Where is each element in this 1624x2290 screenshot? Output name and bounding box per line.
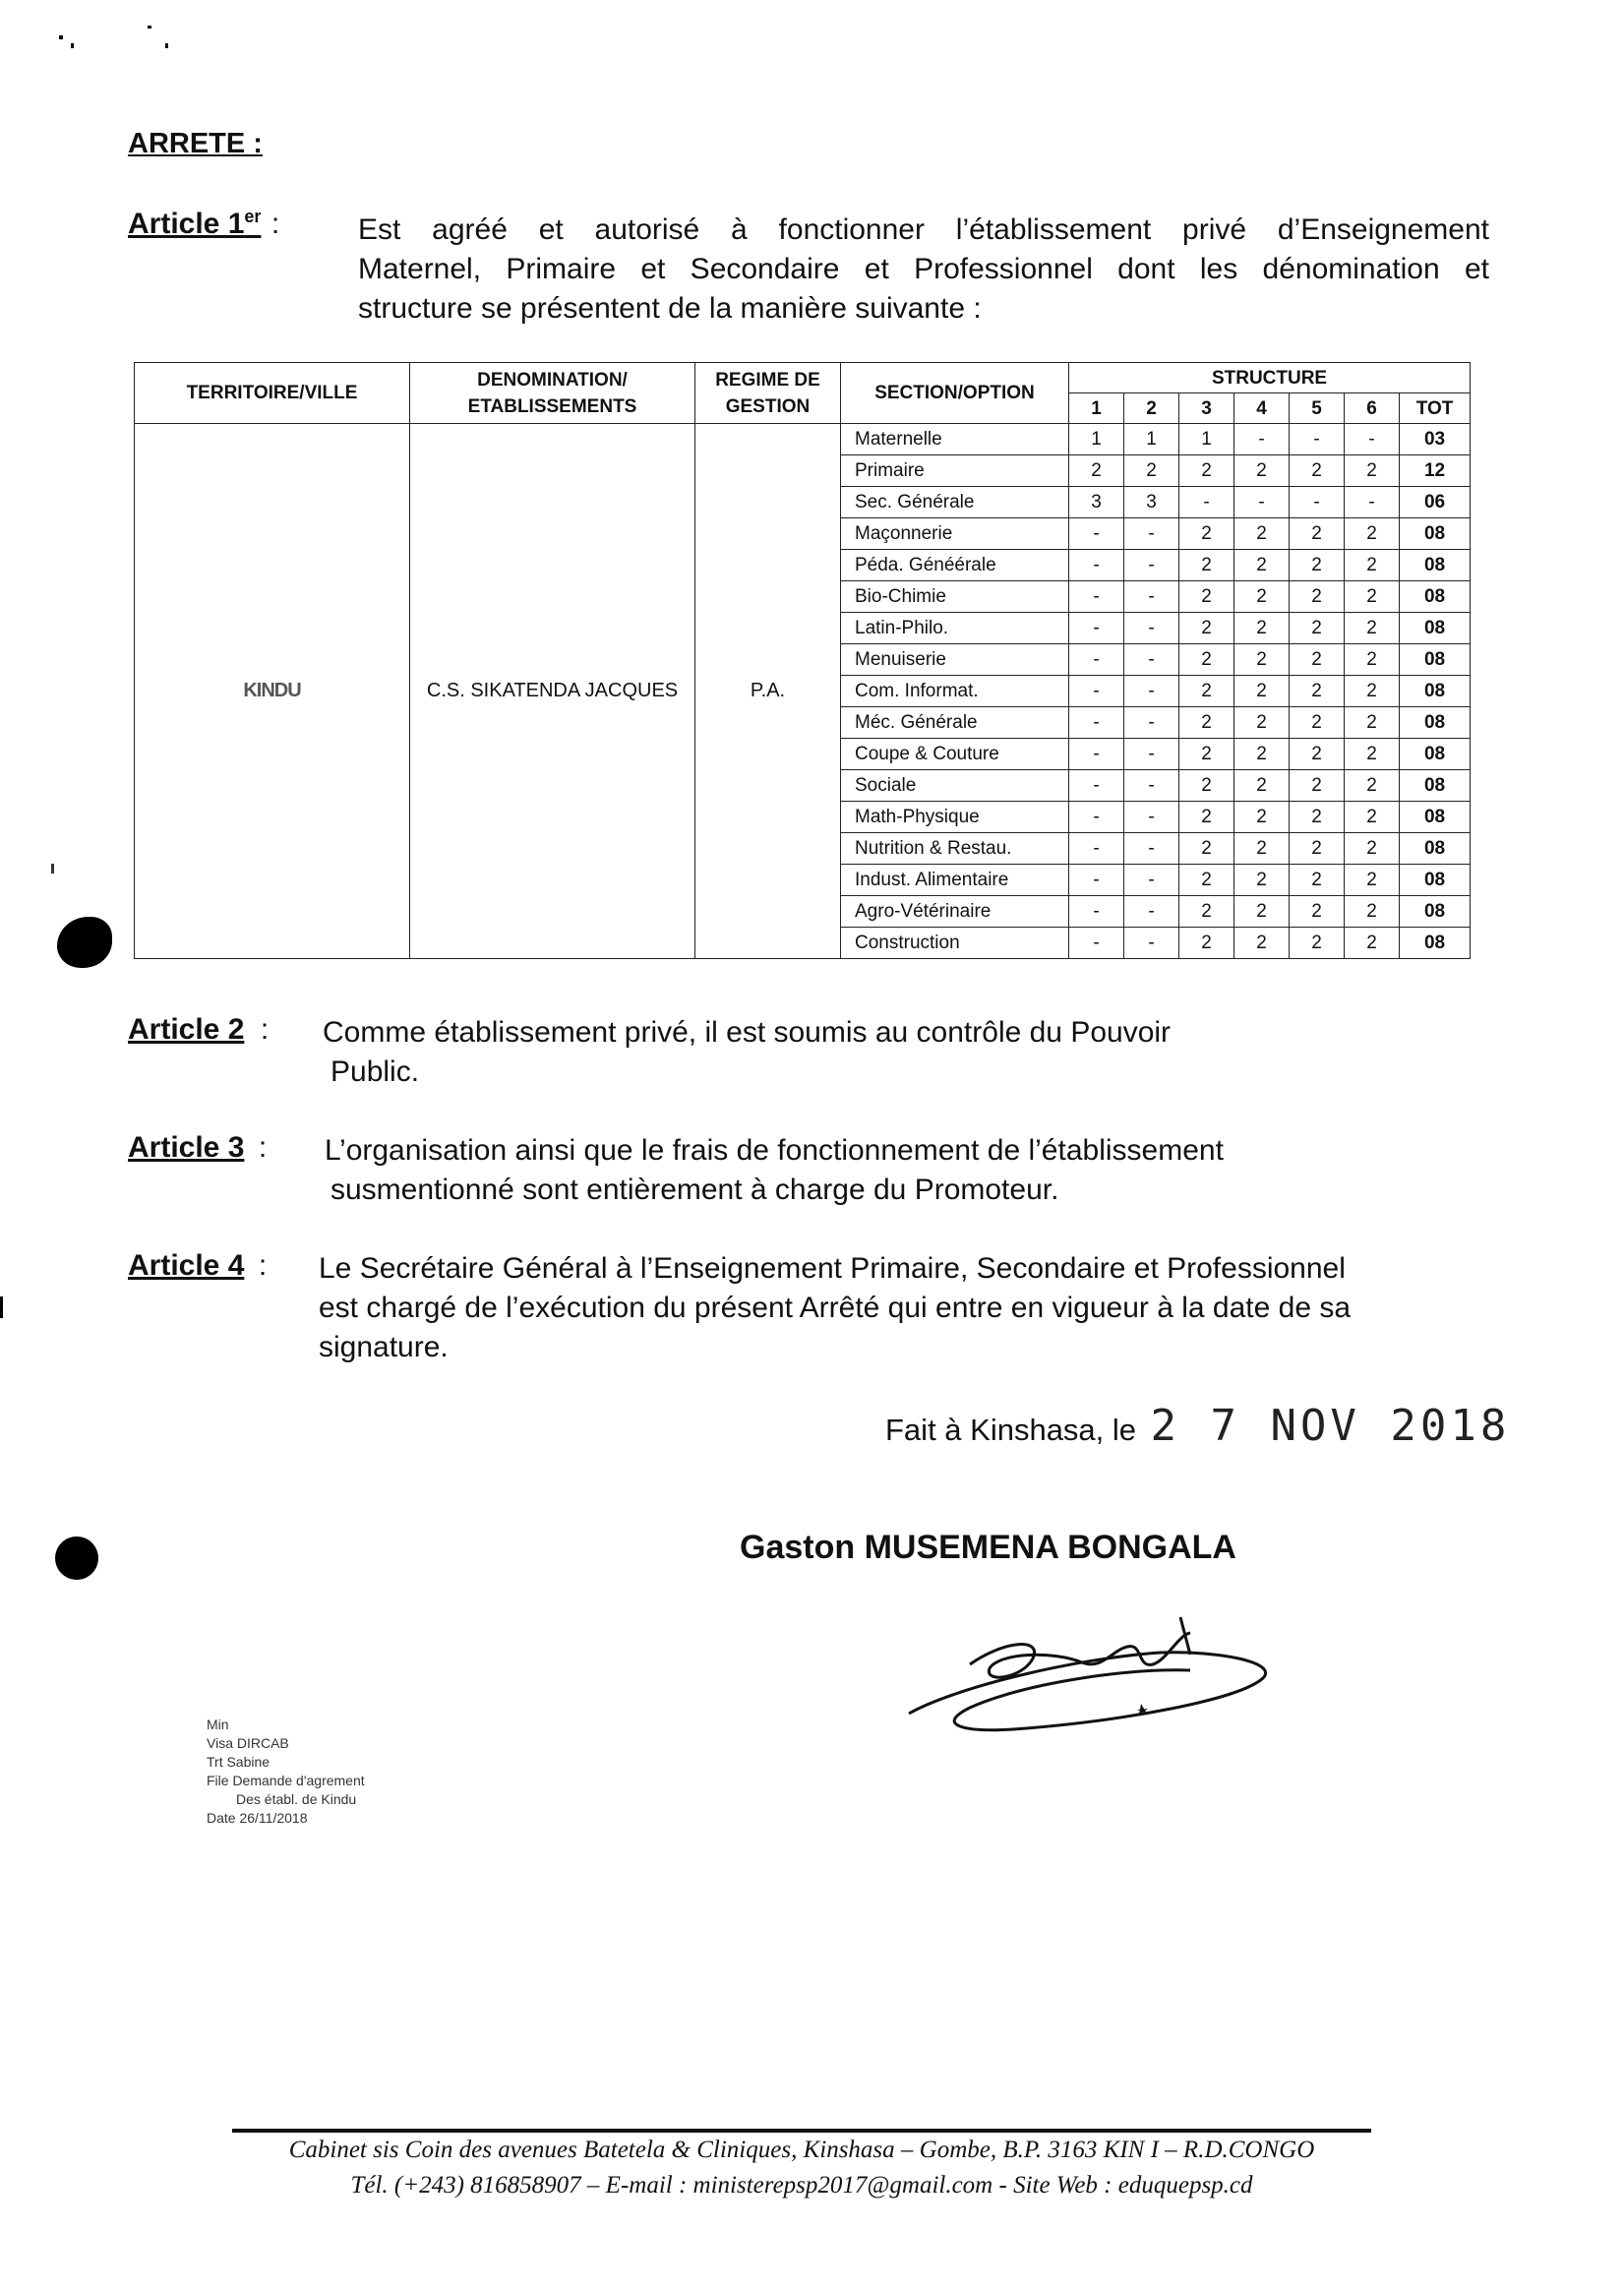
cell-regime: P.A.: [695, 424, 841, 959]
footer-contact: Tél. (+243) 816858907 – E-mail : ministerepsp2017@gmail.com - Site Web : eduquepsp.cd: [350, 2172, 1253, 2199]
header-regime-line: GESTION: [725, 395, 811, 417]
cell-section: Construction: [841, 928, 1069, 959]
cell-year-5: -: [1290, 424, 1345, 455]
article-2-line: Public.: [331, 1055, 420, 1088]
cell-year-2: -: [1124, 644, 1179, 676]
cell-year-6: 2: [1345, 770, 1400, 802]
header-col: 5: [1290, 393, 1345, 424]
cell-year-5: 2: [1290, 581, 1345, 613]
cell-year-6: 2: [1345, 550, 1400, 581]
cell-year-6: -: [1345, 424, 1400, 455]
cell-total: 08: [1400, 739, 1471, 770]
header-section: SECTION/OPTION: [841, 363, 1069, 424]
cell-year-5: 2: [1290, 865, 1345, 896]
cell-year-1: -: [1069, 581, 1124, 613]
header-col: 6: [1345, 393, 1400, 424]
initials-block: [207, 1716, 365, 1828]
article-4-text: [319, 1249, 1479, 1367]
cell-year-4: 2: [1234, 455, 1290, 487]
cell-year-2: -: [1124, 928, 1179, 959]
article-2-line: Comme établissement privé, il est soumis au contrôle du Pouvoir: [323, 1016, 1172, 1049]
cell-year-3: 2: [1179, 865, 1234, 896]
header-col: 3: [1179, 393, 1234, 424]
cell-year-3: 2: [1179, 770, 1234, 802]
scan-speck: [0, 1296, 3, 1318]
cell-year-4: 2: [1234, 865, 1290, 896]
cell-total: 08: [1400, 518, 1471, 550]
cell-year-1: -: [1069, 707, 1124, 739]
header-structure: STRUCTURE: [1069, 363, 1471, 393]
article-3-text: [325, 1131, 1224, 1210]
cell-year-6: 2: [1345, 802, 1400, 833]
cell-section: Maternelle: [841, 424, 1069, 455]
cell-year-5: 2: [1290, 928, 1345, 959]
cell-year-6: -: [1345, 487, 1400, 518]
article-1-text: [358, 211, 1489, 329]
cell-total: 08: [1400, 550, 1471, 581]
header-denomination-line: DENOMINATION/: [477, 369, 628, 391]
article-3-colon: :: [258, 1131, 268, 1164]
cell-year-4: 2: [1234, 833, 1290, 865]
cell-year-3: 2: [1179, 739, 1234, 770]
cell-etablissement: C.S. SIKATENDA JACQUES: [410, 424, 695, 959]
header-territoire: TERRITOIRE/VILLE: [135, 363, 410, 424]
cell-year-1: -: [1069, 833, 1124, 865]
cell-year-3: 2: [1179, 518, 1234, 550]
cell-year-5: 2: [1290, 707, 1345, 739]
cell-territoire: [135, 424, 410, 959]
cell-year-1: -: [1069, 550, 1124, 581]
scan-speck: [148, 26, 151, 29]
cell-year-1: -: [1069, 896, 1124, 928]
cell-year-4: 2: [1234, 518, 1290, 550]
cell-year-1: 1: [1069, 424, 1124, 455]
date-stamp: 2 7 NOV 2018: [1150, 1401, 1511, 1451]
header-col: 4: [1234, 393, 1290, 424]
article-3: [128, 1131, 267, 1165]
cell-year-3: 1: [1179, 424, 1234, 455]
cell-year-3: -: [1179, 487, 1234, 518]
cell-year-3: 2: [1179, 896, 1234, 928]
cell-total: 08: [1400, 928, 1471, 959]
header-col-tot: TOT: [1400, 393, 1471, 424]
cell-year-3: 2: [1179, 455, 1234, 487]
header-col: 2: [1124, 393, 1179, 424]
cell-year-3: 2: [1179, 550, 1234, 581]
cell-year-1: -: [1069, 518, 1124, 550]
cell-total: 08: [1400, 865, 1471, 896]
header-denomination-line: ETABLISSEMENTS: [467, 395, 637, 417]
article-1-colon: :: [271, 208, 280, 240]
cell-year-5: 2: [1290, 644, 1345, 676]
article-2-colon: :: [260, 1013, 270, 1046]
footer-divider: [232, 2129, 1371, 2133]
cell-year-4: 2: [1234, 613, 1290, 644]
scan-speck: [165, 43, 168, 48]
initials-date: Date 26/11/2018: [207, 1810, 308, 1826]
cell-year-4: 2: [1234, 896, 1290, 928]
cell-total: 08: [1400, 896, 1471, 928]
cell-section: Maçonnerie: [841, 518, 1069, 550]
cell-year-1: -: [1069, 928, 1124, 959]
cell-section: Coupe & Couture: [841, 739, 1069, 770]
cell-year-5: 2: [1290, 613, 1345, 644]
cell-year-2: -: [1124, 550, 1179, 581]
cell-year-1: -: [1069, 865, 1124, 896]
cell-year-1: -: [1069, 739, 1124, 770]
article-4-label: Article 4: [128, 1249, 245, 1282]
cell-year-6: 2: [1345, 833, 1400, 865]
cell-section: Bio-Chimie: [841, 581, 1069, 613]
cell-year-2: -: [1124, 581, 1179, 613]
place-date: [885, 1401, 1510, 1451]
article-1-line: Maternel, Primaire et Secondaire et Professionnel dont les dénomination et: [358, 253, 1489, 285]
cell-year-5: 2: [1290, 802, 1345, 833]
cell-total: 08: [1400, 802, 1471, 833]
cell-year-2: -: [1124, 676, 1179, 707]
cell-section: Agro-Vétérinaire: [841, 896, 1069, 928]
article-4-colon: :: [258, 1249, 268, 1282]
cell-section: Méc. Générale: [841, 707, 1069, 739]
initials-min: Min: [207, 1717, 229, 1732]
page-heading: ARRETE :: [128, 128, 263, 159]
signatory-name: Gaston MUSEMENA BONGALA: [740, 1529, 1236, 1566]
cell-year-5: -: [1290, 487, 1345, 518]
cell-section: Indust. Alimentaire: [841, 865, 1069, 896]
cell-year-2: -: [1124, 865, 1179, 896]
cell-year-6: 2: [1345, 739, 1400, 770]
cell-section: Sociale: [841, 770, 1069, 802]
cell-year-2: -: [1124, 739, 1179, 770]
table-row: [135, 424, 1471, 455]
cell-year-6: 2: [1345, 455, 1400, 487]
cell-year-3: 2: [1179, 676, 1234, 707]
header-col: 1: [1069, 393, 1124, 424]
cell-year-3: 2: [1179, 928, 1234, 959]
cell-total: 08: [1400, 581, 1471, 613]
cell-total: 06: [1400, 487, 1471, 518]
initials-file: File Demande d'agrement: [207, 1773, 365, 1788]
cell-year-1: 3: [1069, 487, 1124, 518]
cell-year-4: 2: [1234, 928, 1290, 959]
place-date-prefix: Fait à Kinshasa, le: [885, 1413, 1137, 1447]
cell-total: 08: [1400, 644, 1471, 676]
header-regime-line: REGIME DE: [715, 369, 820, 391]
cell-year-4: 2: [1234, 739, 1290, 770]
cell-year-6: 2: [1345, 928, 1400, 959]
cell-year-1: -: [1069, 644, 1124, 676]
cell-year-4: 2: [1234, 644, 1290, 676]
cell-year-5: 2: [1290, 518, 1345, 550]
cell-year-2: -: [1124, 770, 1179, 802]
cell-total: 08: [1400, 833, 1471, 865]
cell-total: 12: [1400, 455, 1471, 487]
cell-year-3: 2: [1179, 833, 1234, 865]
cell-section: Latin-Philo.: [841, 613, 1069, 644]
article-2: [128, 1013, 269, 1047]
cell-total: 08: [1400, 707, 1471, 739]
article-3-line: L’organisation ainsi que le frais de fonctionnement de l’établissement: [325, 1134, 1224, 1167]
cell-year-5: 2: [1290, 739, 1345, 770]
cell-year-3: 2: [1179, 613, 1234, 644]
cell-year-3: 2: [1179, 802, 1234, 833]
cell-year-2: -: [1124, 518, 1179, 550]
cell-year-4: 2: [1234, 581, 1290, 613]
cell-year-2: 2: [1124, 455, 1179, 487]
article-1-label: Article 1er: [128, 207, 262, 240]
article-4-line: signature.: [319, 1331, 449, 1363]
cell-year-5: 2: [1290, 896, 1345, 928]
cell-section: Menuiserie: [841, 644, 1069, 676]
cell-year-6: 2: [1345, 613, 1400, 644]
cell-year-1: -: [1069, 613, 1124, 644]
cell-year-3: 2: [1179, 581, 1234, 613]
article-1: [128, 207, 279, 241]
cell-year-1: -: [1069, 802, 1124, 833]
cell-year-5: 2: [1290, 676, 1345, 707]
article-3-label: Article 3: [128, 1131, 245, 1164]
punch-hole: [55, 1537, 98, 1580]
cell-year-3: 2: [1179, 644, 1234, 676]
cell-year-6: 2: [1345, 644, 1400, 676]
cell-total: 08: [1400, 613, 1471, 644]
scan-speck: [51, 864, 54, 874]
cell-section: Nutrition & Restau.: [841, 833, 1069, 865]
cell-year-5: 2: [1290, 770, 1345, 802]
article-1-sup: er: [244, 207, 262, 226]
cell-year-1: 2: [1069, 455, 1124, 487]
scan-speck: [59, 35, 63, 39]
territoire-value: KINDU: [243, 680, 301, 701]
initials-file-2: Des établ. de Kindu: [236, 1791, 357, 1807]
cell-year-6: 2: [1345, 896, 1400, 928]
article-3-line: susmentionné sont entièrement à charge du Promoteur.: [331, 1174, 1059, 1206]
cell-year-2: -: [1124, 833, 1179, 865]
cell-year-4: -: [1234, 487, 1290, 518]
table-body: [135, 424, 1471, 959]
cell-section: Sec. Générale: [841, 487, 1069, 518]
cell-section: Primaire: [841, 455, 1069, 487]
cell-year-2: 1: [1124, 424, 1179, 455]
structure-table: [134, 362, 1471, 959]
cell-year-1: -: [1069, 770, 1124, 802]
cell-year-2: -: [1124, 707, 1179, 739]
cell-section: Com. Informat.: [841, 676, 1069, 707]
article-4-line: est chargé de l’exécution du présent Arrêté qui entre en vigueur à la date de sa: [319, 1292, 1352, 1324]
cell-year-4: -: [1234, 424, 1290, 455]
initials-visa: Visa DIRCAB: [207, 1735, 289, 1751]
cell-section: Péda. Généérale: [841, 550, 1069, 581]
cell-year-6: 2: [1345, 865, 1400, 896]
cell-year-2: -: [1124, 896, 1179, 928]
cell-section: Math-Physique: [841, 802, 1069, 833]
article-2-text: [323, 1013, 1171, 1092]
cell-year-4: 2: [1234, 707, 1290, 739]
cell-year-6: 2: [1345, 518, 1400, 550]
cell-year-5: 2: [1290, 833, 1345, 865]
cell-year-2: -: [1124, 613, 1179, 644]
cell-year-6: 2: [1345, 581, 1400, 613]
cell-year-6: 2: [1345, 707, 1400, 739]
cell-year-4: 2: [1234, 770, 1290, 802]
article-1-line: Est agréé et autorisé à fonctionner l’établissement privé d’Enseignement: [358, 213, 1489, 246]
cell-year-5: 2: [1290, 550, 1345, 581]
cell-total: 08: [1400, 676, 1471, 707]
cell-total: 03: [1400, 424, 1471, 455]
cell-year-4: 2: [1234, 676, 1290, 707]
header-regime: [695, 363, 841, 424]
cell-year-1: -: [1069, 676, 1124, 707]
signature-image: [895, 1594, 1289, 1741]
footer-address: Cabinet sis Coin des avenues Batetela & Cliniques, Kinshasa – Gombe, B.P. 3163 KIN I – R.D.CONGO: [288, 2137, 1315, 2163]
cell-year-6: 2: [1345, 676, 1400, 707]
article-1-line: structure se présentent de la manière suivante :: [358, 292, 982, 325]
cell-total: 08: [1400, 770, 1471, 802]
article-2-label: Article 2: [128, 1013, 245, 1046]
cell-year-4: 2: [1234, 550, 1290, 581]
cell-year-4: 2: [1234, 802, 1290, 833]
punch-hole: [57, 917, 112, 968]
article-4: [128, 1249, 267, 1283]
article-4-line: Le Secrétaire Général à l’Enseignement Primaire, Secondaire et Professionnel: [319, 1252, 1346, 1285]
initials-trt: Trt Sabine: [207, 1754, 271, 1770]
cell-year-2: -: [1124, 802, 1179, 833]
header-denomination: [410, 363, 695, 424]
scan-speck: [71, 43, 74, 48]
cell-year-2: 3: [1124, 487, 1179, 518]
cell-year-3: 2: [1179, 707, 1234, 739]
cell-year-5: 2: [1290, 455, 1345, 487]
